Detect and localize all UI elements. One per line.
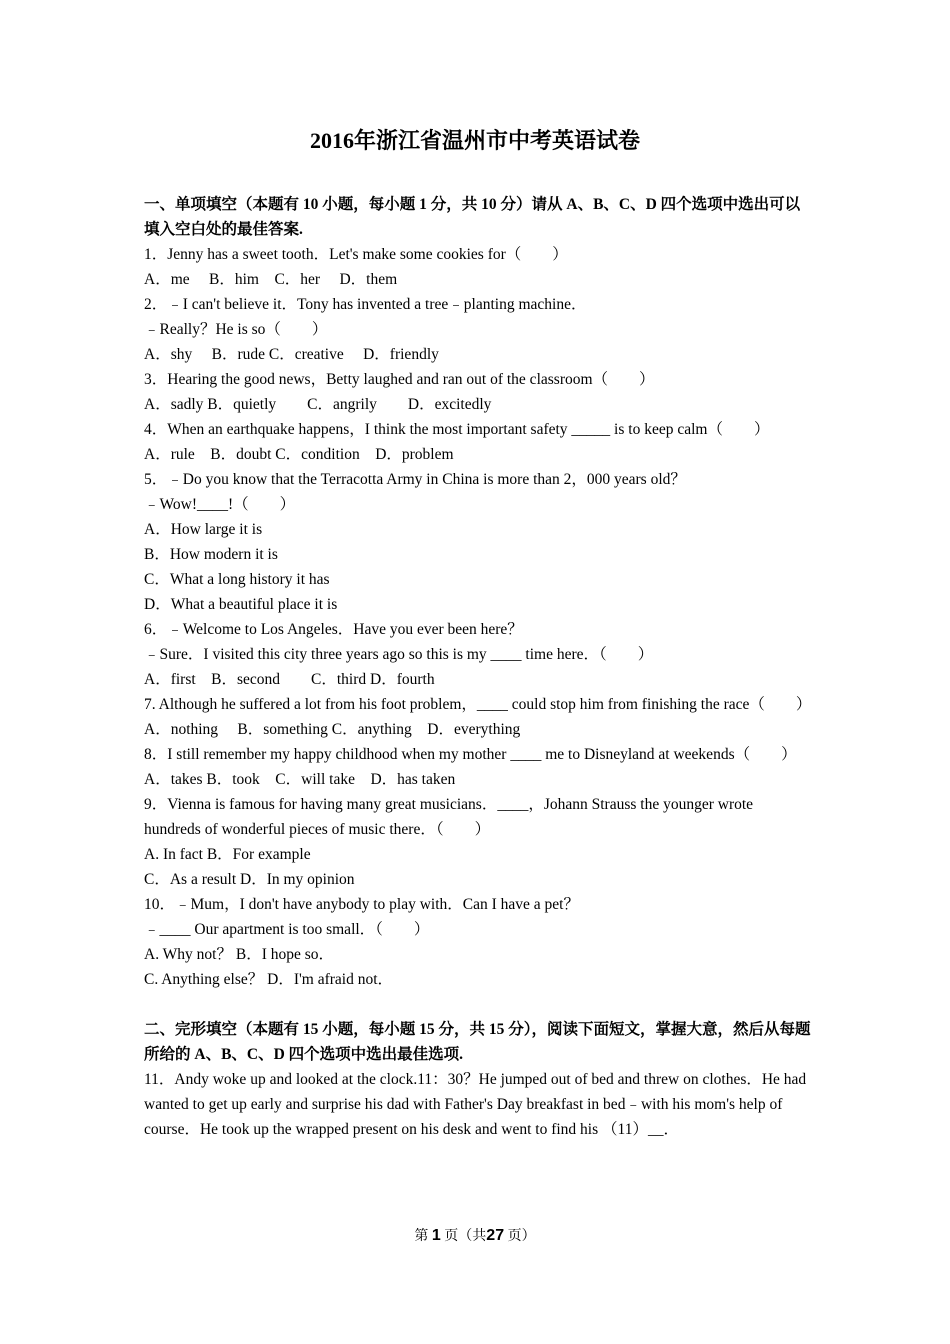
page-number: 1 [431, 1227, 441, 1244]
options-line: A. Why not？ B．I hope so． [144, 946, 335, 963]
footer-suffix: 页） [507, 1229, 536, 1244]
options-line: C．As a result D．In my opinion [144, 871, 355, 888]
question-line: 10．﹣Mum，I don't have anybody to play with．Can I have a pet？ [144, 896, 579, 913]
total-pages: 27 [486, 1227, 505, 1244]
section-cloze [144, 1017, 812, 1142]
options-line: A．rule B．doubt C．condition D．problem [144, 446, 454, 463]
section-single-choice [144, 192, 812, 992]
question-line: ﹣____ Our apartment is too small．（ ） [144, 921, 430, 938]
option-line: D．What a beautiful place it is [144, 596, 338, 613]
passage-paragraph: 11．Andy woke up and looked at the clock.11：30？He jumped out of bed and threw on clothes．He had wanted to get up early and surprise his dad with Father's Day breakfast in bed﹣with his mom's help of course．He took up the wrapped present on his desk and went to find his （11）__． [144, 1071, 807, 1138]
question-line: 4．When an earthquake happens，I think the most important safety _____ is to keep calm（ ） [144, 421, 770, 438]
option-line: A．How large it is [144, 521, 263, 538]
footer-prefix: 第 [414, 1229, 429, 1244]
question-line: 8．I still remember my happy childhood when my mother ____ me to Disneyland at weekends（ ） [144, 746, 797, 763]
question-line: 1．Jenny has a sweet tooth．Let's make some cookies for（ ） [144, 246, 568, 263]
option-line: B．How modern it is [144, 546, 278, 563]
question-line: 7. Although he suffered a lot from his foot problem，____ could stop him from finishing the race（ ） [144, 696, 812, 713]
section-heading: 二、完形填空（本题有 15 小题，每小题 15 分，共 15 分），阅读下面短文，掌握大意，然后从每题所给的 A、B、C、D 四个选项中选出最佳选项. [144, 1021, 811, 1063]
options-line: C. Anything else？ D．I'm afraid not． [144, 971, 394, 988]
question-line: 2．﹣I can't believe it．Tony has invented a tree﹣planting machine． [144, 296, 587, 313]
exam-content [144, 192, 812, 1142]
options-line: A. In fact B．For example [144, 846, 311, 863]
options-line: A．nothing B．something C．anything D．everything [144, 721, 521, 738]
question-line: 5．﹣Do you know that the Terracotta Army in China is more than 2，000 years old？ [144, 471, 686, 488]
options-line: A．sadly B．quietly C．angrily D．excitedly [144, 396, 492, 413]
question-line: ﹣Sure．I visited this city three years ago so this is my ____ time here．（ ） [144, 646, 654, 663]
question-line: ﹣Really？He is so（ ） [144, 321, 328, 338]
question-line: 9．Vienna is famous for having many great musicians．____，Johann Strauss the younger wrote hundreds of wonderful pieces of music there．（ ） [144, 796, 754, 838]
options-line: A．takes B．took C．will take D．has taken [144, 771, 456, 788]
page-title: 2016年浙江省温州市中考英语试卷 [309, 128, 640, 153]
section-gap [144, 992, 812, 1017]
options-line: A．first B．second C．third D．fourth [144, 671, 435, 688]
options-line: A．me B．him C．her D．them [144, 271, 398, 288]
options-line: A．shy B．rude C．creative D．friendly [144, 346, 439, 363]
question-line: ﹣Wow!____!（ ） [144, 496, 296, 513]
footer-middle: 页（共 [444, 1229, 487, 1244]
option-line: C．What a long history it has [144, 571, 330, 588]
question-line: 6．﹣Welcome to Los Angeles．Have you ever been here？ [144, 621, 523, 638]
question-line: 3．Hearing the good news，Betty laughed and ran out of the classroom（ ） [144, 371, 655, 388]
page-footer [0, 1225, 950, 1248]
section-heading: 一、单项填空（本题有 10 小题，每小题 1 分，共 10 分）请从 A、B、C、D 四个选项中选出可以填入空白处的最佳答案. [144, 196, 801, 238]
